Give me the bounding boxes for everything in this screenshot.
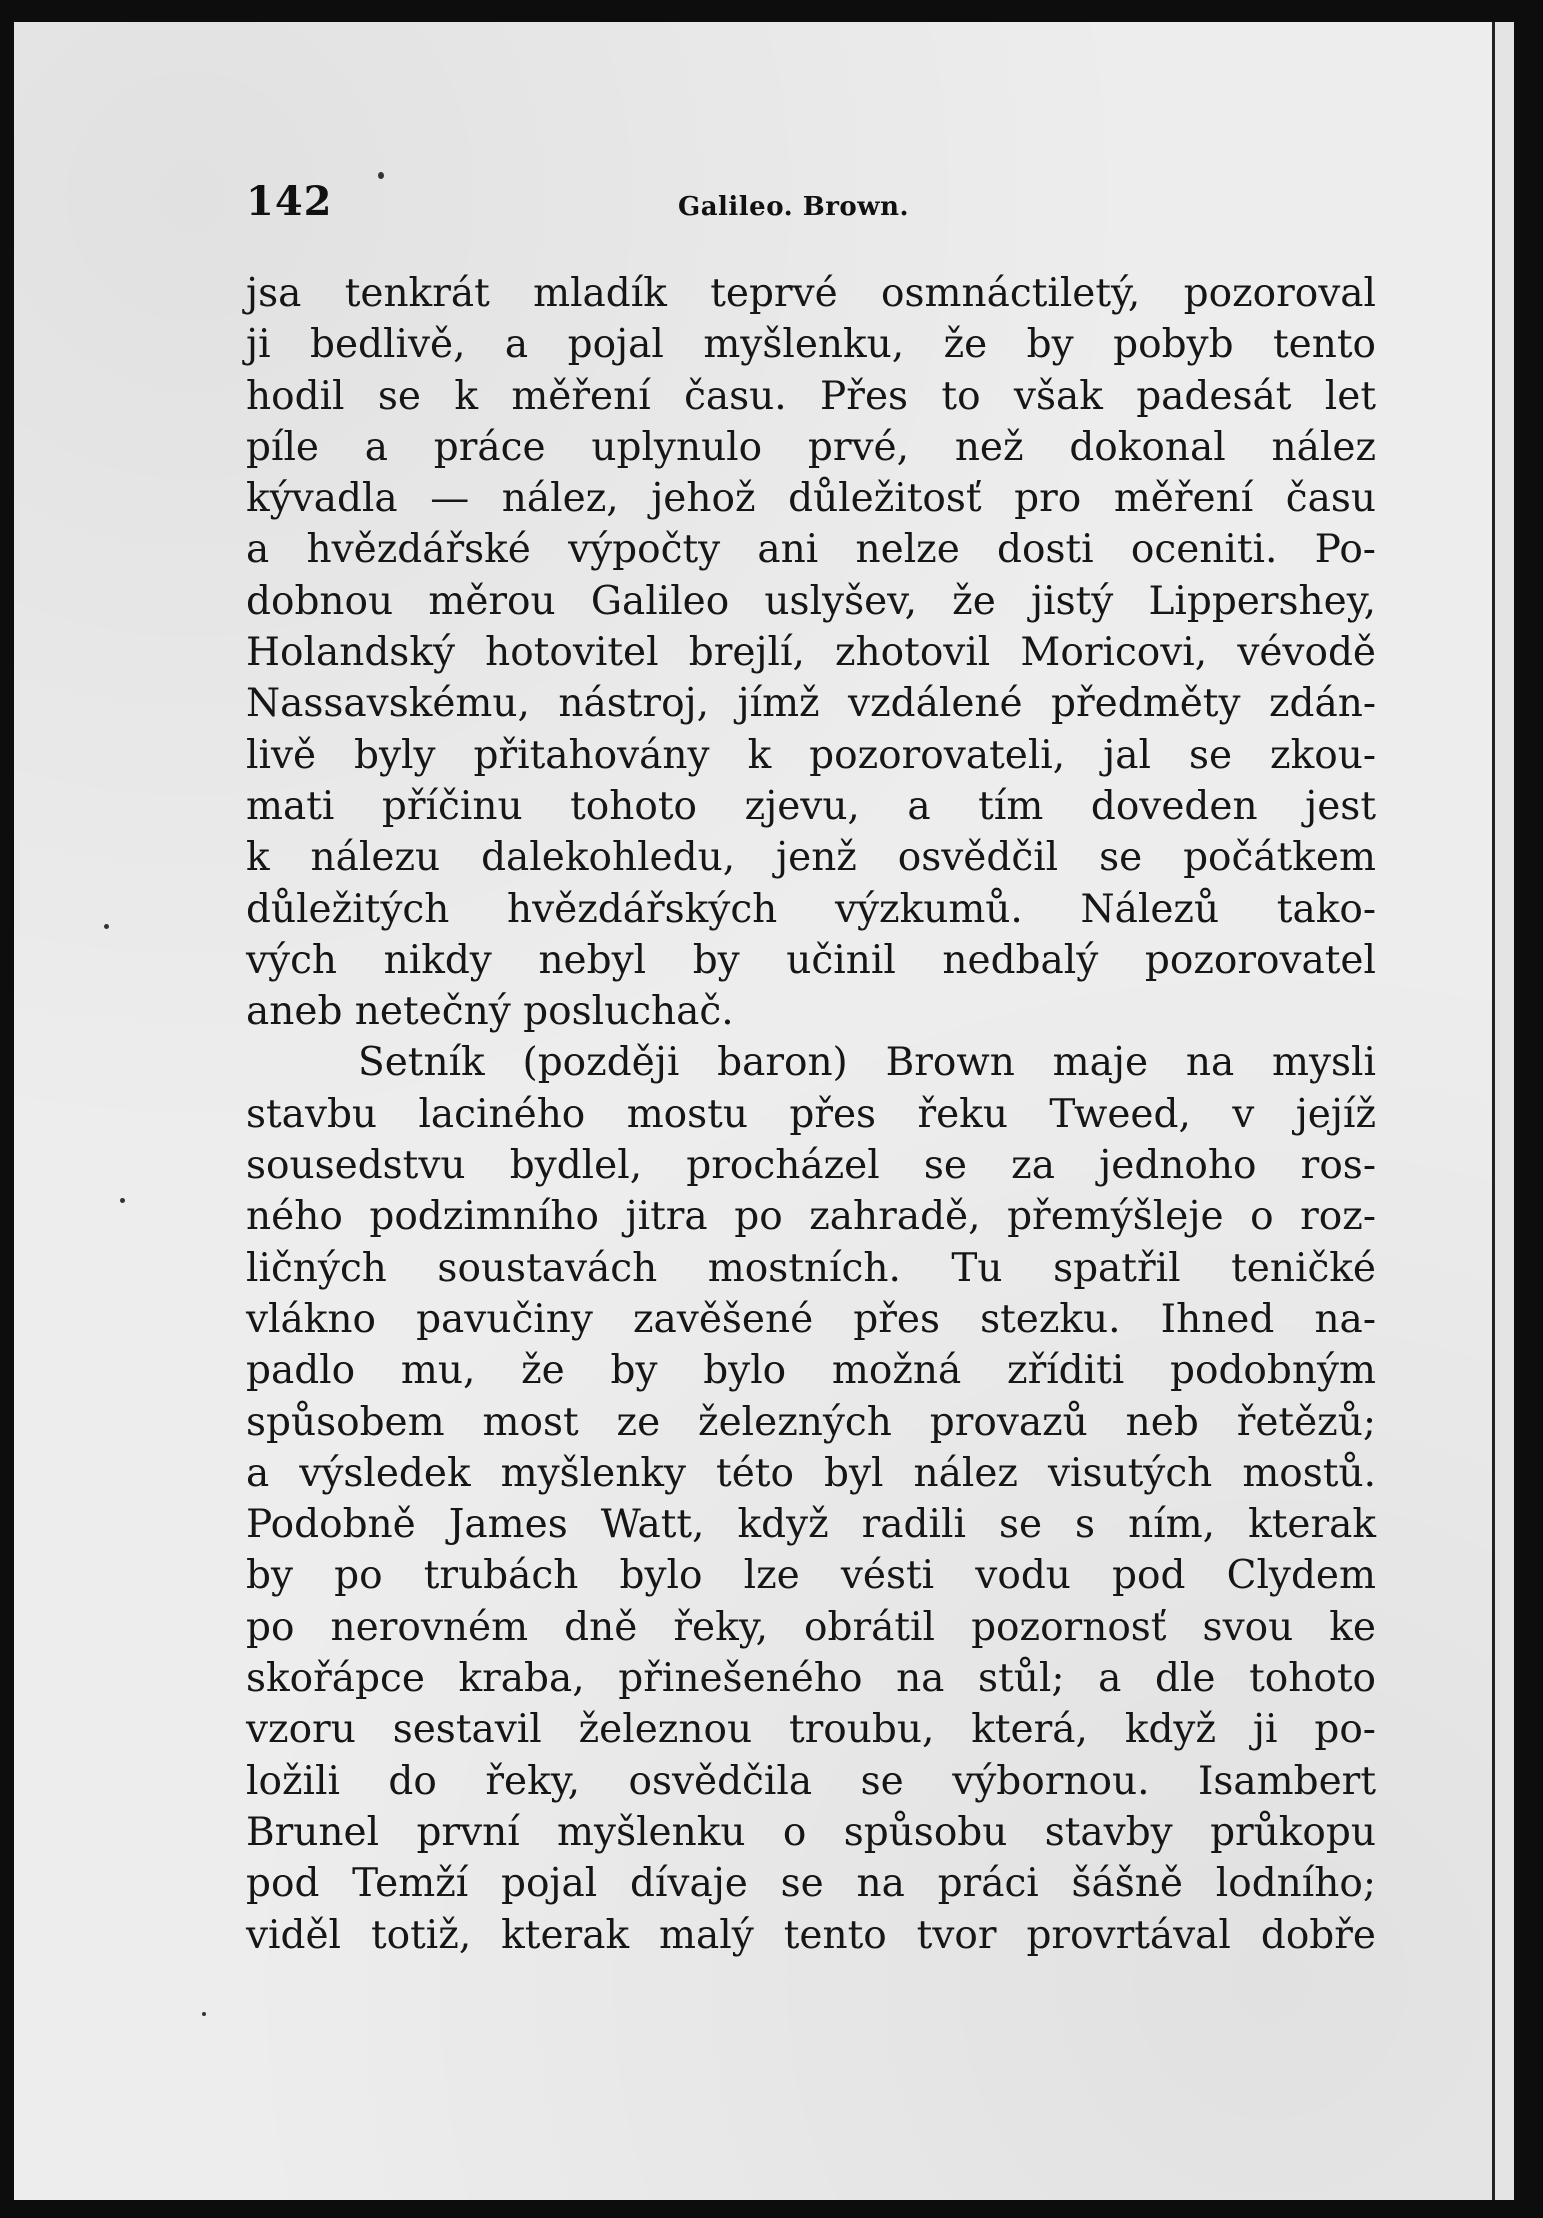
text-line: Podobně James Watt, když radili se s ním, kterak xyxy=(246,1502,1376,1548)
scan-border xyxy=(1514,0,1543,2218)
text-line: Holandský hotovitel brejlí, zhotovil Moricovi, vévodě xyxy=(246,630,1376,676)
paragraph-start-line: Setník (později baron) Brown maje na mysli xyxy=(358,1040,1376,1086)
text-line: a hvězdářské výpočty ani nelze dosti oceniti. Po- xyxy=(246,527,1376,573)
text-line: padlo mu, že by bylo možná zříditi podobným xyxy=(246,1348,1376,1394)
text-line: jsa tenkrát mladík teprvé osmnáctiletý, pozoroval xyxy=(246,271,1376,316)
text-line: hodil se k měření času. Přes to však padesát let xyxy=(246,373,1376,419)
text-line: kývadla — nález, jehož důležitosť pro měření času xyxy=(246,476,1376,522)
text-line: viděl totiž, kterak malý tento tvor provrtával dobře xyxy=(246,1912,1376,1958)
text-line: a výsledek myšlenky této byl nález visutých mostů. xyxy=(246,1450,1376,1496)
dust-speck xyxy=(104,924,109,929)
text-line: vých nikdy nebyl by učinil nedbalý pozorovatel xyxy=(246,937,1376,983)
text-line: sousedstvu bydlel, procházel se za jednoho ros- xyxy=(246,1143,1376,1189)
text-line: stavbu laciného mostu přes řeku Tweed, v jejíž xyxy=(246,1091,1376,1137)
text-line: pod Temží pojal dívaje se na práci šášně lodního; xyxy=(246,1861,1376,1907)
text-line: po nerovném dně řeky, obrátil pozornosť svou ke xyxy=(246,1604,1376,1650)
text-line: ného podzimního jitra po zahradě, přemýšleje o roz- xyxy=(246,1194,1376,1240)
text-line: spůsobem most ze železných provazů neb řetězů; xyxy=(246,1399,1376,1445)
text-line: ložili do řeky, osvědčila se výbornou. Isambert xyxy=(246,1758,1376,1804)
text-line: mati příčinu tohoto zjevu, a tím doveden jest xyxy=(246,783,1376,829)
text-line: dobnou měrou Galileo uslyšev, že jistý Lippershey, xyxy=(246,578,1376,624)
dust-speck xyxy=(202,2012,206,2016)
text-line: livě byly přitahovány k pozorovateli, jal se zkou- xyxy=(246,732,1376,778)
paragraph-end-line: aneb netečný posluchač. xyxy=(246,989,734,1035)
text-line: ličných soustavách mostních. Tu spatřil teničké xyxy=(246,1245,1376,1291)
dust-speck xyxy=(120,1198,125,1203)
text-line: důležitých hvězdářských výzkumů. Nálezů tako- xyxy=(246,886,1376,932)
text-line: Nassavskému, nástroj, jímž vzdálené předměty zdán- xyxy=(246,681,1376,727)
body-text xyxy=(246,268,1376,1961)
text-line: Brunel první myšlenku o spůsobu stavby průkopu xyxy=(246,1809,1376,1855)
running-head xyxy=(246,178,1376,238)
text-line: vzoru sestavil železnou troubu, která, když ji po- xyxy=(246,1707,1376,1753)
text-line: vlákno pavučiny zavěšené přes stezku. Ihned na- xyxy=(246,1296,1376,1342)
text-line: skořápce kraba, přinešeného na stůl; a dle tohoto xyxy=(246,1656,1376,1702)
page-number: 142 xyxy=(246,178,333,225)
text-line: k nálezu dalekohledu, jenž osvědčil se počátkem xyxy=(246,835,1376,881)
text-line: ji bedlivě, a pojal myšlenku, že by pobyb tento xyxy=(246,322,1376,368)
text-line: píle a práce uplynulo prvé, než dokonal nález xyxy=(246,424,1376,470)
running-title: Galileo. Brown. xyxy=(678,192,910,222)
text-line: by po trubách bylo lze vésti vodu pod Clydem xyxy=(246,1553,1376,1599)
